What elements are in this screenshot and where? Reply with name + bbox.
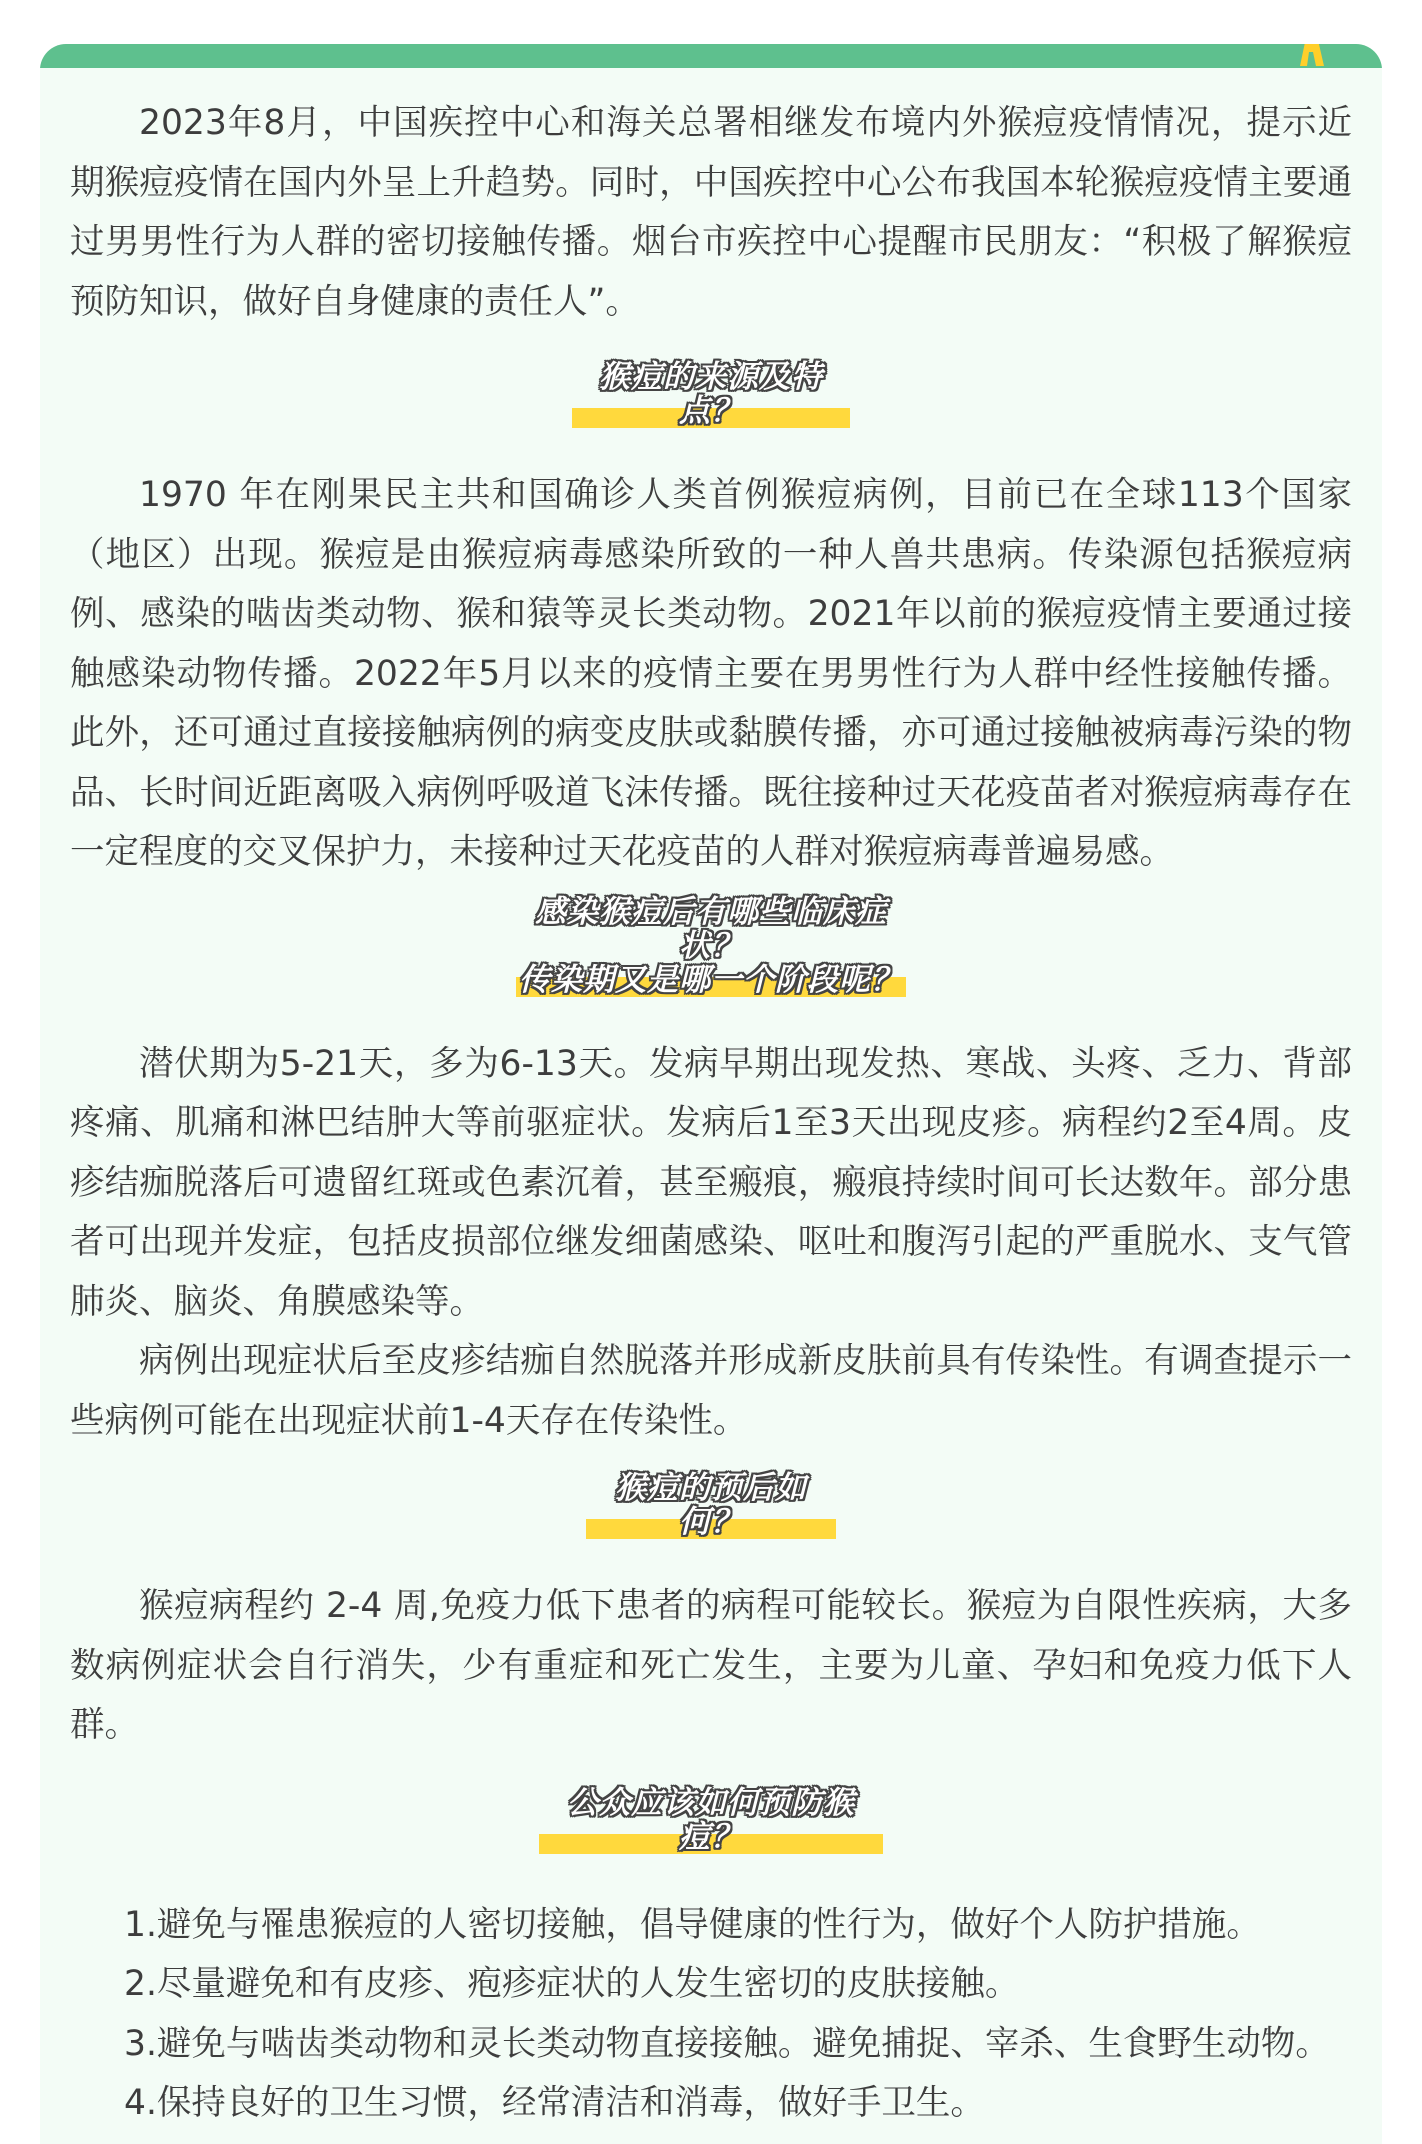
section-heading-prevention (539, 1786, 883, 1854)
prognosis-paragraph: 猴痘病程约 2-4 周,免疫力低下患者的病程可能较长。猴痘为自限性疾病，大多数病例症状会自行消失，少有重症和死亡发生，主要为儿童、孕妇和免疫力低下人群。 (70, 1586, 1352, 1745)
list-item: 3.避免与啮齿类动物和灵长类动物直接接触。避免捕捉、宰杀、生食野生动物。 (124, 2023, 1330, 2064)
source-paragraph: 1970 年在刚果民主共和国确诊人类首例猴痘病例，目前已在全球113个国家（地区）出现。猴痘是由猴痘病毒感染所致的一种人兽共患病。传染源包括猴痘病例、感染的啮齿类动物、猴和猿等灵长类动物。2021年以前的猴痘疫情主要通过接触感染动物传播。2022年5月以来的疫情主要在男男性行为人群中经性接触传播。此外，还可通过直接接触病例的病变皮肤或黏膜传播，亦可通过接触被病毒污染的物品、长时间近距离吸入病例呼吸道飞沫传播。既往接种过天花疫苗者对猴痘病毒存在一定程度的交叉保护力，未接种过天花疫苗的人群对猴痘病毒普遍易感。 (70, 475, 1352, 872)
heading-text-line1: 感染猴痘后有哪些临床症状？ (535, 893, 887, 964)
heading-text: 猴痘的预后如何？ (615, 1470, 807, 1540)
yellow-flag-icon (1296, 44, 1326, 66)
prevention-list (70, 1896, 1352, 2134)
list-item: 2.尽量避免和有皮疹、疱疹症状的人发生密切的皮肤接触。 (124, 1964, 1020, 2004)
section-heading-symptoms (516, 895, 906, 997)
article-card (40, 44, 1382, 2144)
heading-text: 猴痘的来源及特点？ (599, 359, 823, 429)
infectious-period-paragraph: 病例出现症状后至皮疹结痂自然脱落并形成新皮肤前具有传染性。有调查提示一些病例可能在出现症状前1-4天存在传染性。 (70, 1341, 1352, 1441)
section-heading-source (572, 360, 850, 428)
intro-paragraph: 2023年8月，中国疾控中心和海关总署相继发布境内外猴痘疫情情况，提示近期猴痘疫情在国内外呈上升趋势。同时，中国疾控中心公布我国本轮猴痘疫情主要通过男男性行为人群的密切接触传播。烟台市疾控中心提醒市民朋友：“积极了解猴痘预防知识，做好自身健康的责任人”。 (70, 103, 1352, 322)
heading-text: 公众应该如何预防猴痘？ (567, 1784, 855, 1855)
section-heading-prognosis (586, 1471, 836, 1539)
symptoms-paragraph: 潜伏期为5-21天，多为6-13天。发病早期出现发热、寒战、头疼、乏力、背部疼痛、肌痛和淋巴结肿大等前驱症状。发病后1至3天出现皮疹。病程约2至4周。皮疹结痂脱落后可遗留红斑或色素沉着，甚至瘢痕，瘢痕持续时间可长达数年。部分患者可出现并发症，包括皮损部位继发细菌感染、呕吐和腹泻引起的严重脱水、支气管肺炎、脑炎、角膜感染等。 (70, 1043, 1352, 1322)
list-item: 4.保持良好的卫生习惯，经常清洁和消毒，做好手卫生。 (124, 2083, 985, 2123)
top-green-bar (40, 44, 1382, 68)
article-content (70, 94, 1352, 2134)
list-item: 1.避免与罹患猴痘的人密切接触，倡导健康的性行为，做好个人防护措施。 (124, 1904, 1261, 1945)
heading-text-line2: 传染期又是哪一个阶段呢？ (519, 961, 903, 998)
